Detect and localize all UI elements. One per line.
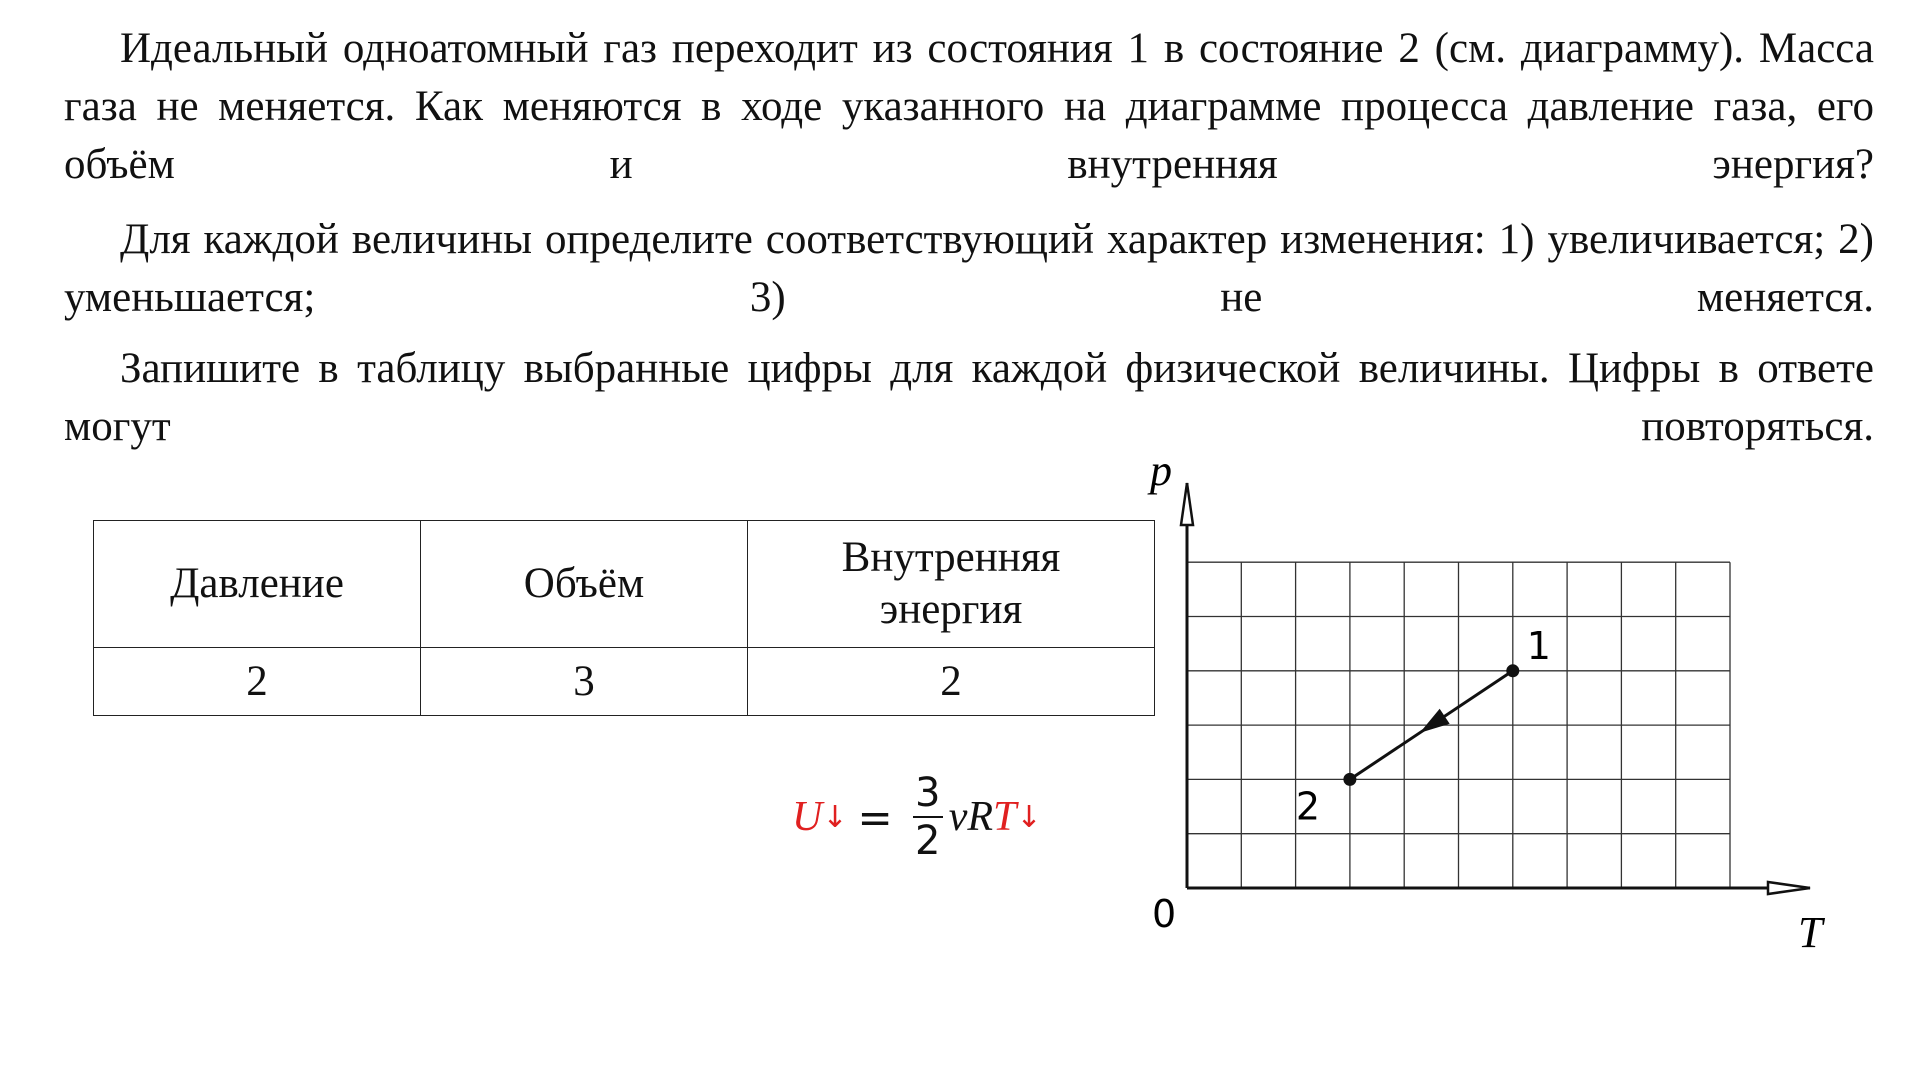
- origin-label: 0: [1152, 892, 1177, 936]
- formula-r: R: [967, 794, 993, 840]
- answer-pressure[interactable]: 2: [94, 648, 421, 716]
- table-header-row: [94, 521, 1155, 648]
- state-point-1: [1506, 664, 1519, 677]
- fraction-denominator: 2: [914, 818, 941, 864]
- answer-table: [93, 520, 1155, 716]
- header-pressure: Давление: [94, 521, 421, 648]
- formula-equals: =: [857, 792, 893, 842]
- internal-energy-formula: [792, 757, 1042, 877]
- formula-u: U: [792, 794, 823, 840]
- table-row: [94, 648, 1155, 716]
- fraction-numerator: 3: [914, 770, 941, 816]
- formula-fraction: [913, 770, 943, 864]
- y-axis-label: p: [1150, 455, 1172, 495]
- x-axis-label: T: [1798, 908, 1823, 957]
- header-internal-energy: Внутренняя энергия: [748, 521, 1155, 648]
- answer-internal-energy[interactable]: 2: [748, 648, 1155, 716]
- problem-paragraph-3: Запишите в таблицу выбранные цифры для каждой физической величины. Цифры в ответе могут повторяться.: [64, 345, 1874, 450]
- formula-t-down-arrow: ↓: [1016, 799, 1042, 835]
- formula-nu: ν: [948, 794, 968, 840]
- diagram-axes: [1181, 483, 1810, 894]
- state-label-2: 2: [1295, 784, 1321, 829]
- process-direction-arrow: [1420, 709, 1450, 733]
- problem-paragraph-1: Идеальный одноатомный газ переходит из состояния 1 в состояние 2 (см. диаграмму). Масса газа не меняется. Как меняются в ходе указанного на диаграмме процесса давление газа, его объём и внутренняя энергия?: [64, 25, 1874, 188]
- formula-t: T: [993, 794, 1017, 840]
- state-label-1: 1: [1526, 623, 1551, 668]
- y-axis-arrowhead: [1181, 483, 1193, 525]
- pt-diagram: [1130, 455, 1850, 975]
- x-axis-arrowhead: [1768, 882, 1810, 894]
- answer-volume[interactable]: 3: [421, 648, 748, 716]
- problem-paragraph-2: Для каждой величины определите соответствующий характер изменения: 1) увеличивается; 2) уменьшается; 3) не меняется.: [64, 216, 1874, 321]
- formula-u-down-arrow: ↓: [822, 799, 848, 835]
- state-point-2: [1343, 773, 1356, 786]
- header-volume: Объём: [421, 521, 748, 648]
- diagram-grid: [1187, 562, 1730, 888]
